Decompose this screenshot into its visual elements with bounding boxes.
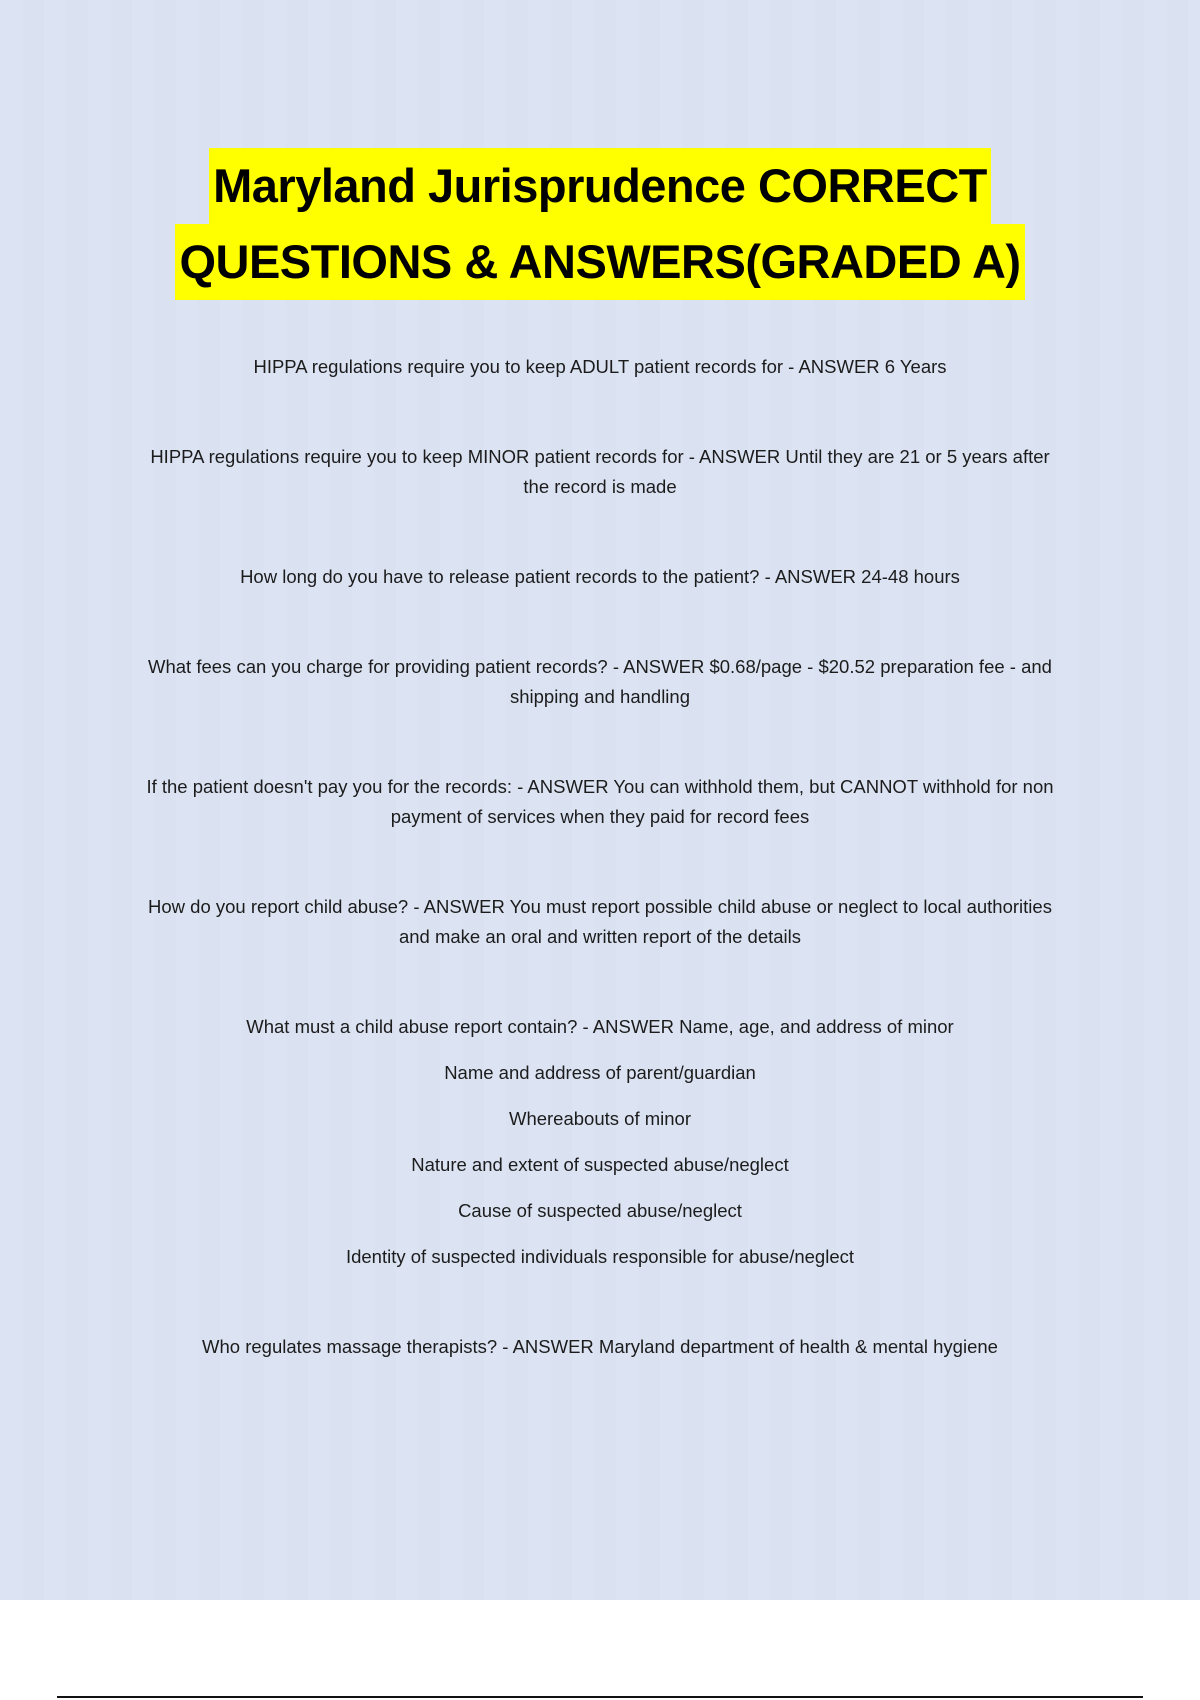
qa-item xyxy=(140,352,1060,382)
qa-item xyxy=(140,652,1060,712)
qa-text: If the patient doesn't pay you for the records: - ANSWER You can withhold them, but CANNOT withhold for non payment of services when they paid for record fees xyxy=(146,776,1054,827)
qa-item xyxy=(140,1012,1060,1272)
title-line-2: QUESTIONS & ANSWERS(GRADED A) xyxy=(175,224,1024,300)
qa-item xyxy=(140,1332,1060,1362)
qa-text: What must a child abuse report contain? - ANSWER Name, age, and address of minor xyxy=(246,1016,954,1037)
qa-text: Who regulates massage therapists? - ANSWER Maryland department of health & mental hygiene xyxy=(202,1336,998,1357)
qa-content xyxy=(140,352,1060,1422)
title-line-1: Maryland Jurisprudence CORRECT xyxy=(209,148,991,224)
qa-item xyxy=(140,562,1060,592)
qa-item xyxy=(140,892,1060,952)
qa-list-line: Name and address of parent/guardian xyxy=(444,1062,756,1083)
qa-text: What fees can you charge for providing patient records? - ANSWER $0.68/page - $20.52 preparation fee - and shipping and handling xyxy=(148,656,1052,707)
qa-text: HIPPA regulations require you to keep ADULT patient records for - ANSWER 6 Years xyxy=(253,356,947,377)
qa-list-line: Nature and extent of suspected abuse/neglect xyxy=(411,1154,789,1175)
document-title xyxy=(0,148,1200,300)
qa-text: HIPPA regulations require you to keep MINOR patient records for - ANSWER Until they are 21 or 5 years after the record is made xyxy=(150,446,1050,497)
qa-text: How do you report child abuse? - ANSWER You must report possible child abuse or neglect to local authorities and make an oral and written report of the details xyxy=(148,896,1052,947)
qa-list-line: Cause of suspected abuse/neglect xyxy=(458,1200,742,1221)
qa-list-line: Whereabouts of minor xyxy=(508,1108,691,1129)
qa-item xyxy=(140,442,1060,502)
footer-divider xyxy=(57,1696,1143,1698)
qa-item xyxy=(140,772,1060,832)
qa-list-line: Identity of suspected individuals responsible for abuse/neglect xyxy=(345,1246,855,1267)
qa-text: How long do you have to release patient records to the patient? - ANSWER 24-48 hours xyxy=(240,566,960,587)
